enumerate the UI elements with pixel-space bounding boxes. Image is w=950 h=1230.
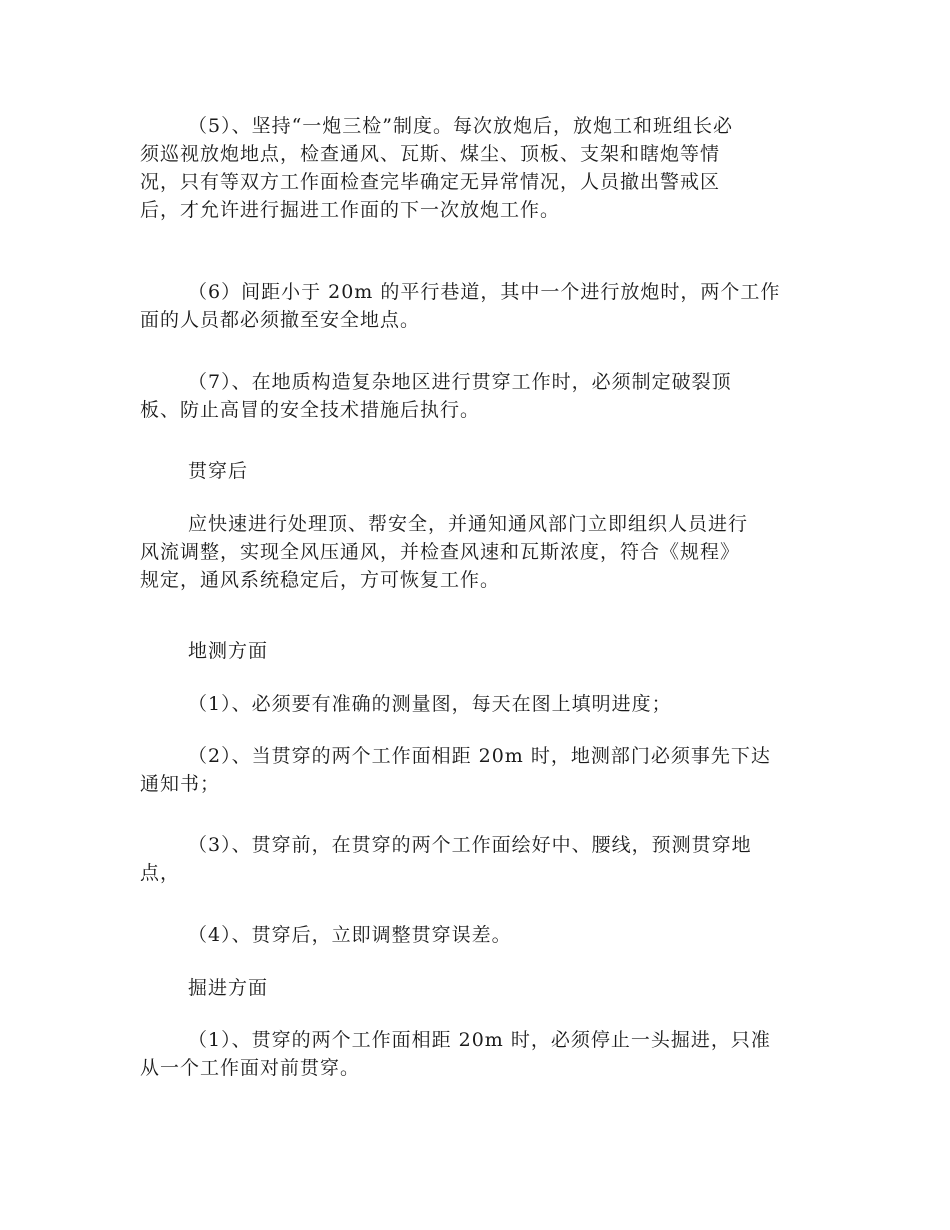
paragraph-survey-4 bbox=[140, 921, 820, 949]
text-line: （6）间距小于 20m 的平行巷道，其中一个进行放炮时，两个工作 bbox=[188, 281, 781, 303]
text-line: （4）、贯穿后，立即调整贯穿误差。 bbox=[188, 924, 512, 946]
text-line: （3）、贯穿前，在贯穿的两个工作面绘好中、腰线，预测贯穿地 bbox=[188, 834, 752, 856]
text-line: 风流调整，实现全风压通风，并检查风速和瓦斯浓度，符合《规程》 bbox=[140, 541, 741, 563]
heading-text: 地测方面 bbox=[188, 640, 269, 662]
text-line: 应快速进行处理顶、帮安全，并通知通风部门立即组织人员进行 bbox=[188, 513, 749, 535]
text-line: 板、防止高冒的安全技术措施后执行。 bbox=[140, 399, 481, 421]
section-heading-survey bbox=[140, 637, 820, 665]
heading-text: 贯穿后 bbox=[188, 460, 249, 482]
text-line: 规定，通风系统稳定后，方可恢复工作。 bbox=[140, 569, 501, 591]
paragraph-survey-1 bbox=[140, 690, 820, 718]
paragraph-excavation-1 bbox=[140, 1026, 820, 1082]
text-line: （5）、坚持“一炮三检”制度。每次放炮后，放炮工和班组长必 bbox=[188, 115, 734, 137]
paragraph-item-5 bbox=[140, 112, 820, 224]
text-line: （2）、当贯穿的两个工作面相距 20m 时，地测部门必须事先下达 bbox=[188, 745, 771, 767]
text-line: 况，只有等双方工作面检查完毕确定无异常情况，人员撤出警戒区 bbox=[140, 171, 721, 193]
text-line: 从一个工作面对前贯穿。 bbox=[140, 1057, 361, 1079]
heading-text: 掘进方面 bbox=[188, 977, 269, 999]
paragraph-survey-3 bbox=[140, 831, 820, 887]
text-line: （1）、贯穿的两个工作面相距 20m 时，必须停止一头掘进，只准 bbox=[188, 1029, 771, 1051]
text-line: （1）、必须要有准确的测量图，每天在图上填明进度； bbox=[188, 693, 672, 715]
text-line: 通知书； bbox=[140, 773, 221, 795]
text-line: 点， bbox=[140, 862, 181, 884]
paragraph-item-6 bbox=[140, 278, 820, 334]
paragraph-item-7 bbox=[140, 368, 820, 424]
paragraph-after-breakthrough bbox=[140, 510, 820, 594]
text-line: 后，才允许进行掘进工作面的下一次放炮工作。 bbox=[140, 199, 561, 221]
text-line: 须巡视放炮地点，检查通风、瓦斯、煤尘、顶板、支架和瞎炮等情 bbox=[140, 143, 721, 165]
text-line: 面的人员都必须撤至安全地点。 bbox=[140, 309, 421, 331]
section-heading-after-breakthrough bbox=[140, 457, 820, 485]
text-line: （7）、在地质构造复杂地区进行贯穿工作时，必须制定破裂顶 bbox=[188, 371, 732, 393]
section-heading-excavation bbox=[140, 974, 820, 1002]
paragraph-survey-2 bbox=[140, 742, 820, 798]
